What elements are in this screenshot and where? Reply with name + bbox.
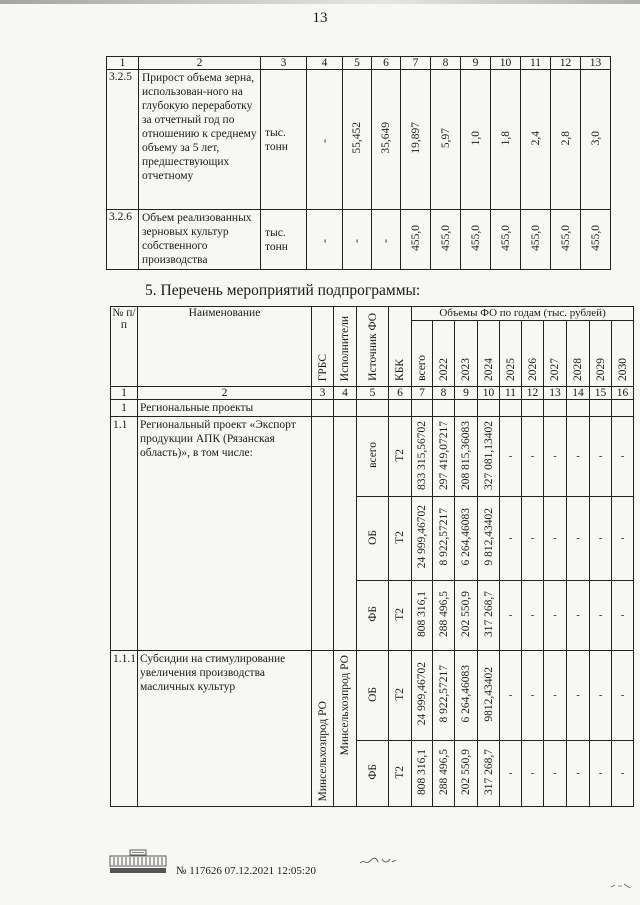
value-cell: 455,0 — [589, 225, 602, 251]
signature-mark-icon — [358, 853, 398, 869]
dash-cell: - — [590, 497, 612, 581]
header-executors: Исполнители — [339, 315, 351, 381]
row-number: 3.2.6 — [107, 210, 139, 270]
header-cell: 10 — [491, 57, 521, 70]
unit-cell: тыс. тонн — [261, 210, 307, 270]
table-header-row — [111, 307, 634, 321]
dash-cell: - — [522, 417, 544, 497]
dash-cell: - — [522, 651, 544, 741]
dash-cell: - — [522, 497, 544, 581]
header-source: Источник ФО — [366, 313, 379, 381]
row-number: 1.1 — [111, 417, 138, 651]
table-row — [111, 651, 634, 741]
index-cell: 11 — [500, 387, 522, 400]
dash-cell: - — [567, 581, 590, 651]
registration-stamp: № 117626 07.12.2021 12:05:20 — [176, 865, 316, 877]
header-year: 2022 — [437, 358, 450, 381]
value-cell: 455,0 — [469, 225, 482, 251]
dash-cell: - — [500, 497, 522, 581]
table-header-row — [107, 57, 611, 70]
row-name: Субсидии на стимулирование увеличения производства масличных культур — [138, 651, 312, 807]
dash-cell: - — [590, 741, 612, 807]
header-year: 2025 — [504, 358, 517, 381]
kbk-cell: T2 — [394, 448, 406, 462]
amount-cell: 317 268,7 — [482, 749, 495, 795]
index-cell: 14 — [567, 387, 590, 400]
value-cell: - — [351, 238, 363, 243]
header-num: № п/п — [111, 307, 138, 387]
amount-cell: 202 550,9 — [460, 749, 472, 795]
amount-cell: 297 419,07217 — [437, 420, 450, 490]
footer — [108, 843, 528, 883]
executor-cell: Минсельхозпрод РО — [339, 655, 351, 756]
header-year: 2024 — [482, 358, 495, 381]
dash-cell: - — [590, 417, 612, 497]
dash-cell: - — [590, 581, 612, 651]
dash-cell: - — [544, 581, 567, 651]
index-cell: 12 — [522, 387, 544, 400]
value-cell: 19,897 — [409, 122, 422, 154]
activities-table — [110, 306, 634, 807]
amount-cell: 808 316,1 — [416, 591, 428, 637]
value-cell: 1,8 — [499, 130, 512, 146]
value-cell: 1,0 — [469, 130, 482, 146]
dash-cell: - — [500, 741, 522, 807]
dash-cell: - — [544, 741, 567, 807]
index-cell: 7 — [412, 387, 433, 400]
header-cell: 2 — [139, 57, 261, 70]
index-cell: 2 — [138, 387, 312, 400]
dash-cell: - — [612, 741, 634, 807]
kbk-cell: T2 — [394, 607, 406, 621]
source-cell: ОБ — [366, 529, 379, 545]
kbk-cell: T2 — [394, 530, 406, 544]
header-year: 2030 — [616, 358, 629, 381]
source-cell: ФБ — [366, 764, 379, 780]
row-number: 1 — [111, 400, 138, 417]
value-cell: 455,0 — [439, 225, 452, 251]
value-cell: - — [318, 138, 331, 143]
scan-edge — [0, 0, 640, 4]
header-kbk: КБК — [394, 359, 406, 381]
row-name: Региональные проекты — [138, 400, 312, 417]
value-cell: - — [318, 238, 331, 243]
amount-cell: 288 496,5 — [437, 591, 450, 637]
amount-cell: 6 264,46083 — [460, 508, 472, 566]
header-year: 2028 — [572, 358, 584, 381]
header-cell: 7 — [401, 57, 431, 70]
value-cell: 455,0 — [559, 225, 572, 251]
dash-cell: - — [612, 497, 634, 581]
header-cell: 5 — [343, 57, 372, 70]
index-cell: 8 — [433, 387, 455, 400]
amount-cell: 24 999,46702 — [416, 662, 428, 726]
dash-cell: - — [567, 417, 590, 497]
dash-cell: - — [500, 417, 522, 497]
header-total: всего — [416, 355, 428, 381]
header-year: 2027 — [549, 358, 561, 381]
amount-cell: 317 268,7 — [482, 591, 495, 637]
index-cell: 16 — [612, 387, 634, 400]
dash-cell: - — [590, 651, 612, 741]
amount-cell: 6 264,46083 — [460, 665, 472, 723]
dash-cell: - — [612, 651, 634, 741]
dash-cell: - — [522, 581, 544, 651]
value-cell: 455,0 — [409, 225, 422, 251]
value-cell: 3,0 — [589, 130, 602, 146]
amount-cell: 9 812,43402 — [482, 508, 495, 566]
dash-cell: - — [567, 497, 590, 581]
index-cell: 15 — [590, 387, 612, 400]
amount-cell: 208 815,36083 — [460, 420, 472, 490]
index-cell: 13 — [544, 387, 567, 400]
page-number: 13 — [312, 10, 328, 26]
dash-cell: - — [612, 417, 634, 497]
value-cell: 35,649 — [380, 122, 392, 154]
header-year: 2026 — [526, 358, 539, 381]
amount-cell: 9812,43402 — [482, 666, 495, 722]
dash-cell: - — [500, 581, 522, 651]
dash-cell: - — [544, 417, 567, 497]
grbs-cell: Минсельхозпрод РО — [316, 700, 329, 801]
row-number: 1.1.1 — [111, 651, 138, 807]
amount-cell: 833 315,56702 — [416, 420, 428, 490]
source-cell: всего — [366, 442, 379, 468]
header-cell: 8 — [431, 57, 461, 70]
row-name: Региональный проект «Экспорт продукции АПК (Рязанская область)», в том числе: — [138, 417, 312, 651]
row-number: 3.2.5 — [107, 70, 139, 210]
header-year: 2023 — [460, 358, 472, 381]
dash-cell: - — [567, 651, 590, 741]
indicator-name: Объем реализованных зерновых культур собственного производства — [139, 210, 261, 270]
table-row — [111, 400, 634, 417]
amount-cell: 8 922,57217 — [437, 665, 450, 723]
header-name: Наименование — [138, 307, 312, 387]
header-cell: 3 — [261, 57, 307, 70]
corner-mark-icon — [610, 881, 632, 891]
indicator-name: Прирост объема зерна, использован-ного на глубокую переработку за отчетный год по отношению к среднему объему за 5 лет, предшествующих отчетному — [139, 70, 261, 210]
column-index-row — [111, 387, 634, 400]
index-cell: 9 — [455, 387, 478, 400]
dash-cell: - — [522, 741, 544, 807]
amount-cell: 24 999,46702 — [416, 505, 428, 569]
header-grbs: ГРБС — [316, 353, 329, 381]
header-year: 2029 — [594, 358, 607, 381]
header-cell: 13 — [581, 57, 611, 70]
dash-cell: - — [544, 651, 567, 741]
table-row — [107, 70, 611, 210]
amount-cell: 808 316,1 — [416, 749, 428, 795]
header-cell: 1 — [107, 57, 139, 70]
value-cell: 455,0 — [529, 225, 542, 251]
registry-stamp-icon — [108, 849, 168, 875]
value-cell: 2,8 — [559, 130, 572, 146]
header-volumes: Объемы ФО по годам (тыс. рублей) — [412, 307, 634, 321]
indicators-table — [106, 56, 611, 270]
amount-cell: 202 550,9 — [460, 591, 472, 637]
source-cell: ОБ — [366, 686, 379, 702]
index-cell: 6 — [389, 387, 412, 400]
dash-cell: - — [500, 651, 522, 741]
table-row — [107, 210, 611, 270]
header-cell: 9 — [461, 57, 491, 70]
value-cell: - — [380, 238, 392, 243]
index-cell: 4 — [334, 387, 357, 400]
value-cell: 455,0 — [499, 225, 512, 251]
header-cell: 4 — [307, 57, 343, 70]
amount-cell: 327 081,13402 — [482, 420, 495, 490]
dash-cell: - — [612, 581, 634, 651]
dash-cell: - — [544, 497, 567, 581]
header-cell: 12 — [551, 57, 581, 70]
kbk-cell: T2 — [394, 687, 406, 701]
index-cell: 5 — [357, 387, 389, 400]
header-cell: 11 — [521, 57, 551, 70]
index-cell: 3 — [312, 387, 334, 400]
section-title: 5. Перечень мероприятий подпрограммы: — [145, 282, 421, 299]
amount-cell: 288 496,5 — [437, 749, 450, 795]
unit-cell: тыс. тонн — [261, 70, 307, 210]
dash-cell: - — [567, 741, 590, 807]
table-row — [111, 417, 634, 497]
source-cell: ФБ — [366, 606, 379, 622]
kbk-cell: T2 — [394, 765, 406, 779]
amount-cell: 8 922,57217 — [437, 508, 450, 566]
value-cell: 5,97 — [439, 127, 452, 149]
value-cell: 55,452 — [351, 122, 363, 154]
value-cell: 2,4 — [529, 130, 542, 146]
header-cell: 6 — [372, 57, 401, 70]
index-cell: 1 — [111, 387, 138, 400]
index-cell: 10 — [478, 387, 500, 400]
